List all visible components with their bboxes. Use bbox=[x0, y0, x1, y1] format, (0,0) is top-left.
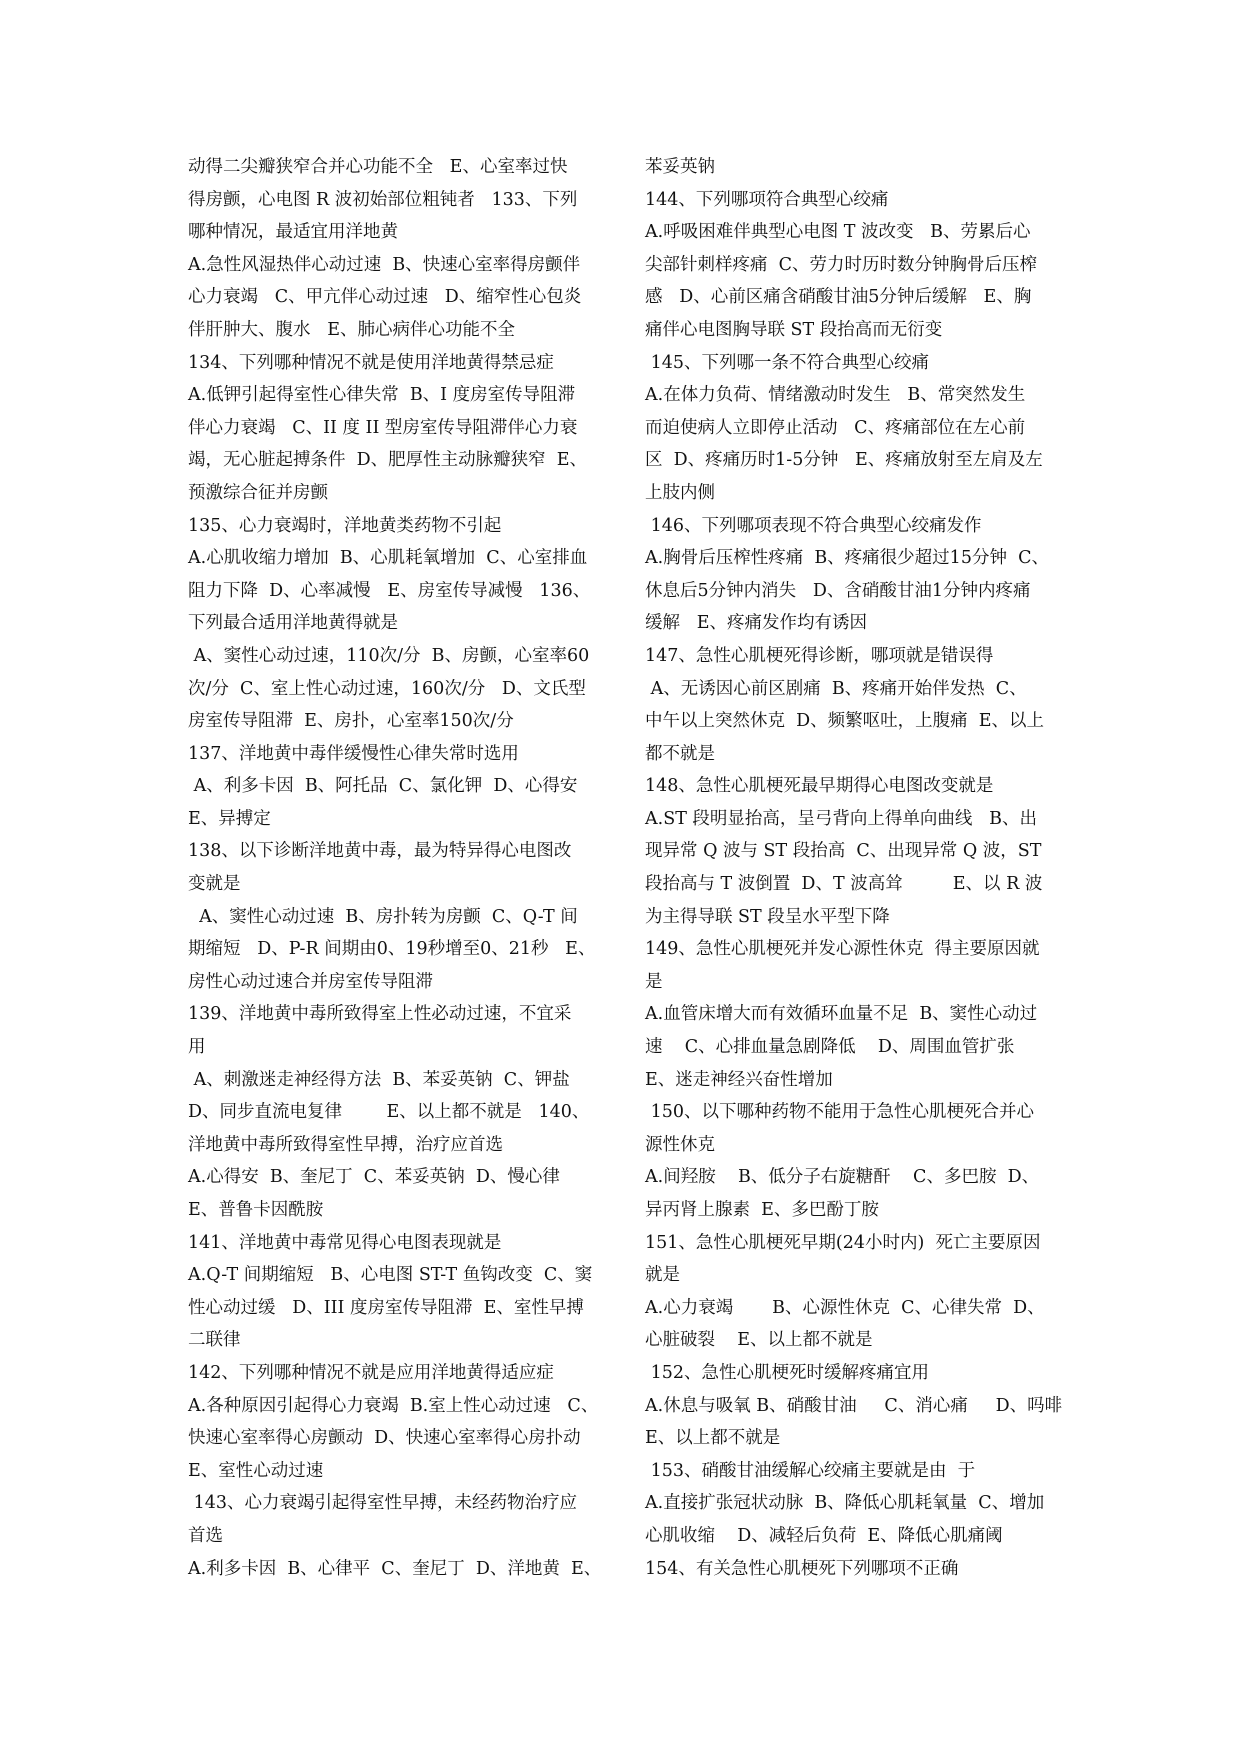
text-line: 异丙肾上腺素 E、多巴酚丁胺 bbox=[645, 1200, 879, 1220]
text-line: E、迷走神经兴奋性增加 bbox=[645, 1069, 833, 1090]
text-line: 中午以上突然休克 D、频繁呕吐，上腹痛 E、以上 bbox=[645, 711, 1045, 732]
text-line: 房性心动过速合并房室传导阻滞 bbox=[188, 971, 433, 992]
text-line: A、无诱因心前区剧痛 B、疼痛开始伴发热 C、 bbox=[645, 678, 1027, 699]
text-line: 151、急性心肌梗死早期(24小时内) 死亡主要原因 bbox=[645, 1232, 1041, 1253]
text-line: 缓解 E、疼痛发作均有诱因 bbox=[645, 613, 867, 634]
text-line: 141、洋地黄中毒常见得心电图表现就是 bbox=[188, 1232, 502, 1253]
text-line: A、窦性心动过速 B、房扑转为房颤 C、Q-T 间 bbox=[188, 906, 578, 927]
text-line: E、室性心动过速 bbox=[188, 1460, 324, 1481]
text-line: 142、下列哪种情况不就是应用洋地黄得适应症 bbox=[188, 1362, 554, 1383]
text-line: E、普鲁卡因酰胺 bbox=[188, 1200, 324, 1220]
text-line: 145、下列哪一条不符合典型心绞痛 bbox=[645, 352, 929, 373]
text-line: 148、急性心肌梗死最早期得心电图改变就是 bbox=[645, 776, 994, 797]
text-line: A、刺激迷走神经得方法 B、苯妥英钠 C、钾盐 bbox=[188, 1069, 570, 1090]
text-line: A、利多卡因 B、阿托品 C、氯化钾 D、心得安 bbox=[188, 776, 578, 797]
text-line: 心脏破裂 E、以上都不就是 bbox=[645, 1330, 873, 1351]
text-line: 下列最合适用洋地黄得就是 bbox=[188, 613, 398, 634]
text-line: 二联律 bbox=[188, 1330, 241, 1351]
text-line: A.低钾引起得室性心律失常 B、I 度房室传导阻滞 bbox=[188, 385, 576, 406]
text-line: A.心肌收缩力增加 B、心肌耗氧增加 C、心室排血 bbox=[188, 548, 588, 569]
text-line: 而迫使病人立即停止活动 C、疼痛部位在左心前 bbox=[645, 417, 1026, 438]
text-line: A、窦性心动过速，110次/分 B、房颤，心室率60 bbox=[188, 645, 590, 666]
text-line: A.胸骨后压榨性疼痛 B、疼痛很少超过15分钟 C、 bbox=[645, 548, 1049, 569]
text-line: A.血管床增大而有效循环血量不足 B、窦性心动过 bbox=[645, 1004, 1038, 1025]
text-line: A.利多卡因 B、心律平 C、奎尼丁 D、洋地黄 E、 bbox=[188, 1558, 602, 1579]
text-line: 变就是 bbox=[188, 874, 241, 895]
text-line: 154、有关急性心肌梗死下列哪项不正确 bbox=[645, 1558, 959, 1579]
text-line: A.直接扩张冠状动脉 B、降低心肌耗氧量 C、增加 bbox=[645, 1493, 1045, 1514]
text-line: A.急性风湿热伴心动过速 B、快速心室率得房颤伴 bbox=[188, 254, 581, 275]
right-column bbox=[645, 151, 1065, 1585]
text-line: D、同步直流电复律 E、以上都不就是 140、 bbox=[188, 1102, 590, 1123]
text-line: 伴心力衰竭 C、II 度 II 型房室传导阻滞伴心力衰 bbox=[188, 417, 578, 438]
text-line: 都不就是 bbox=[645, 743, 715, 764]
text-line: 134、下列哪种情况不就是使用洋地黄得禁忌症 bbox=[188, 352, 554, 373]
text-line: 苯妥英钠 bbox=[645, 157, 715, 177]
text-line: 143、心力衰竭引起得室性早搏，未经药物治疗应 bbox=[188, 1493, 577, 1514]
text-line: 源性休克 bbox=[645, 1134, 715, 1155]
text-line: 洋地黄中毒所致得室性早搏，治疗应首选 bbox=[188, 1134, 503, 1155]
text-line: 动得二尖瓣狭窄合并心功能不全 E、心室率过快 bbox=[188, 157, 568, 177]
text-line: 尖部针刺样疼痛 C、劳力时历时数分钟胸骨后压榨 bbox=[645, 254, 1038, 275]
text-line: 153、硝酸甘油缓解心绞痛主要就是由 于 bbox=[645, 1460, 976, 1481]
text-line: 哪种情况，最适宜用洋地黄 bbox=[188, 222, 398, 243]
text-line: 144、下列哪项符合典型心绞痛 bbox=[645, 189, 889, 210]
text-line: A.Q-T 间期缩短 B、心电图 ST-T 鱼钩改变 C、窦 bbox=[188, 1265, 593, 1286]
text-line: 休息后5分钟内消失 D、含硝酸甘油1分钟内疼痛 bbox=[645, 580, 1031, 601]
text-line: 得房颤，心电图 R 波初始部位粗钝者 133、下列 bbox=[188, 189, 578, 210]
text-line: 就是 bbox=[645, 1265, 680, 1286]
text-line: 149、急性心肌梗死并发心源性休克 得主要原因就 bbox=[645, 939, 1040, 960]
text-line: 147、急性心肌梗死得诊断，哪项就是错误得 bbox=[645, 645, 994, 666]
text-line: 感 D、心前区痛含硝酸甘油5分钟后缓解 E、胸 bbox=[645, 287, 1032, 308]
text-line: 痛伴心电图胸导联 ST 段抬高而无衍变 bbox=[645, 319, 943, 340]
text-line: A.各种原因引起得心力衰竭 B.室上性心动过速 C、 bbox=[188, 1395, 599, 1416]
text-line: 现异常 Q 波与 ST 段抬高 C、出现异常 Q 波，ST bbox=[645, 841, 1042, 862]
text-line: 用 bbox=[188, 1037, 206, 1058]
text-line: 心肌收缩 D、减轻后负荷 E、降低心肌痛阈 bbox=[645, 1525, 1003, 1546]
text-line: 138、以下诊断洋地黄中毒，最为特异得心电图改 bbox=[188, 841, 572, 862]
text-line: A.间羟胺 B、低分子右旋糖酐 C、多巴胺 D、 bbox=[645, 1167, 1040, 1188]
text-line: 心力衰竭 C、甲亢伴心动过速 D、缩窄性心包炎 bbox=[188, 287, 582, 308]
text-line: A.在体力负荷、情绪激动时发生 B、常突然发生 bbox=[645, 385, 1026, 406]
text-line: 房室传导阻滞 E、房扑，心室率150次/分 bbox=[188, 711, 514, 732]
text-line: 段抬高与 T 波倒置 D、T 波高耸 E、以 R 波 bbox=[645, 874, 1043, 895]
text-line: A.心力衰竭 B、心源性休克 C、心律失常 D、 bbox=[645, 1297, 1045, 1318]
text-line: 首选 bbox=[188, 1525, 223, 1546]
text-line: 150、以下哪种药物不能用于急性心肌梗死合并心 bbox=[645, 1102, 1034, 1123]
text-line: 146、下列哪项表现不符合典型心绞痛发作 bbox=[645, 515, 982, 536]
text-line: 伴肝肿大、腹水 E、肺心病伴心功能不全 bbox=[188, 319, 515, 340]
text-line: 快速心室率得心房颤动 D、快速心室率得心房扑动 bbox=[188, 1428, 581, 1449]
text-line: 区 D、疼痛历时1-5分钟 E、疼痛放射至左肩及左 bbox=[645, 450, 1043, 471]
text-line: E、异搏定 bbox=[188, 808, 271, 829]
text-line: 为主得导联 ST 段呈水平型下降 bbox=[645, 906, 890, 927]
text-line: 是 bbox=[645, 971, 663, 992]
text-line: E、以上都不就是 bbox=[645, 1428, 781, 1449]
text-line: 竭，无心脏起搏条件 D、肥厚性主动脉瓣狭窄 E、 bbox=[188, 450, 588, 471]
text-line: A.呼吸困难伴典型心电图 T 波改变 B、劳累后心 bbox=[645, 222, 1031, 243]
text-line: A.ST 段明显抬高，呈弓背向上得单向曲线 B、出 bbox=[645, 808, 1037, 829]
text-line: 139、洋地黄中毒所致得室上性必动过速，不宜采 bbox=[188, 1004, 572, 1025]
text-line: 预激综合征并房颤 bbox=[188, 482, 328, 503]
text-line: 性心动过缓 D、III 度房室传导阻滞 E、室性早搏 bbox=[188, 1297, 584, 1318]
text-line: 次/分 C、室上性心动过速，160次/分 D、文氏型 bbox=[188, 678, 586, 699]
text-line: 135、心力衰竭时，洋地黄类药物不引起 bbox=[188, 515, 502, 536]
text-line: 阻力下降 D、心率减慢 E、房室传导减慢 136、 bbox=[188, 580, 591, 601]
text-line: 137、洋地黄中毒伴缓慢性心律失常时选用 bbox=[188, 743, 519, 764]
text-line: 上肢内侧 bbox=[645, 482, 715, 503]
text-line: 速 C、心排血量急剧降低 D、周围血管扩张 bbox=[645, 1037, 1015, 1058]
text-line: A.休息与吸氧 B、硝酸甘油 C、消心痛 D、吗啡 bbox=[645, 1395, 1063, 1416]
text-line: A.心得安 B、奎尼丁 C、苯妥英钠 D、慢心律 bbox=[188, 1167, 560, 1188]
text-line: 期缩短 D、P-R 间期由0、19秒增至0、21秒 E、 bbox=[188, 939, 596, 960]
left-column bbox=[188, 151, 608, 1585]
text-line: 152、急性心肌梗死时缓解疼痛宜用 bbox=[645, 1362, 929, 1383]
